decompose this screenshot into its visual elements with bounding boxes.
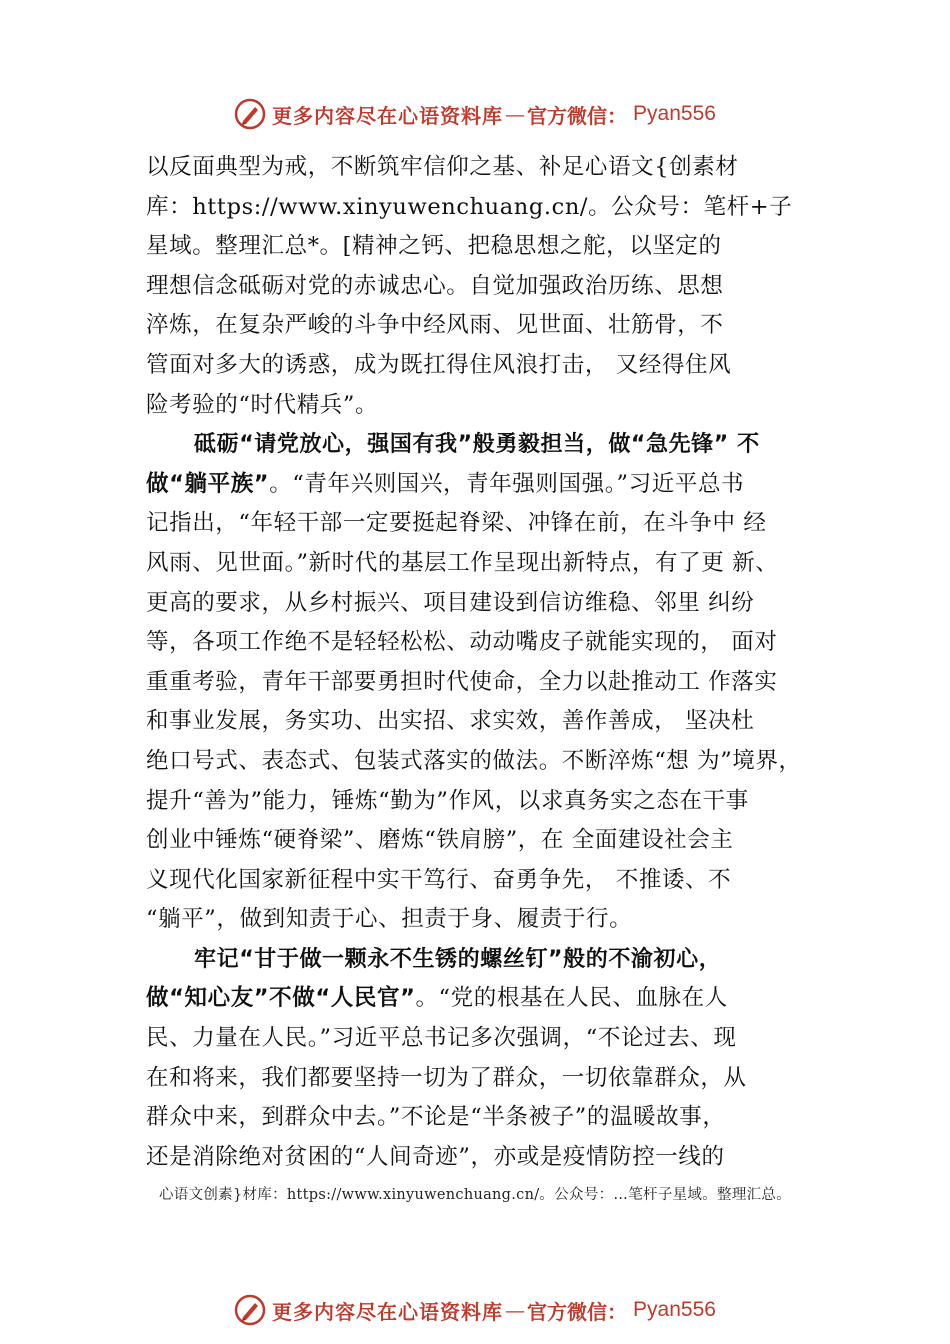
text-line: 还是消除绝对贫困的“人间奇迹”，亦或是疫情防控一线的 bbox=[146, 1143, 725, 1170]
text-line: 淬炼，在复杂严峻的斗争中经风雨、见世面、壮筋骨，不 bbox=[146, 312, 724, 339]
text-line: 记指出，“年轻干部一定要挺起脊梁、冲锋在前，在斗争中 经 bbox=[146, 510, 767, 537]
text-line: 群众中来，到群众中去。”不论是“半条被子”的温暖故事， bbox=[146, 1104, 726, 1131]
text-segment: 。“青年兴则国兴，青年强则国强。”习近平总书 bbox=[269, 470, 745, 497]
text-line: “躺平”，做到知责于心、担责于身、履责于行。 bbox=[146, 906, 633, 933]
section-heading-continued: 做“躺平族” bbox=[146, 470, 270, 497]
text-line: 义现代化国家新征程中实干笃行、奋勇争先， 不推诿、不 bbox=[146, 866, 732, 893]
document-body bbox=[146, 148, 846, 1177]
banner-separator: — bbox=[505, 1298, 526, 1322]
banner-separator: — bbox=[505, 102, 526, 126]
section-heading-continued: 做“知心友”不做“人民官” bbox=[146, 985, 416, 1012]
pen-logo-icon bbox=[234, 98, 266, 130]
banner-main-text: 更多内容尽在心语资料库 bbox=[272, 103, 504, 128]
footer-banner bbox=[0, 1290, 950, 1330]
text-line: 重重考验，青年干部要勇担时代使命，全力以赴推动工 作落实 bbox=[146, 668, 778, 695]
text-line: 等，各项工作绝不是轻轻松松、动动嘴皮子就能实现的， 面对 bbox=[146, 629, 778, 656]
text-line: 星域。整理汇总*。[精神之钙、把稳思想之舵，以坚定的 bbox=[146, 233, 722, 260]
text-line: 民、力量在人民。”习近平总书记多次强调，“不论过去、现 bbox=[146, 1025, 737, 1052]
text-line: 以反面典型为戒，不断筑牢信仰之基、补足心语文{创素材 bbox=[146, 154, 739, 180]
banner-wechat-id: Pyan556 bbox=[633, 1298, 716, 1321]
text-line: 更高的要求，从乡村振兴、项目建设到信访维稳、邻里 纠纷 bbox=[146, 589, 755, 616]
section-heading: 牢记“甘于做一颗永不生锈的螺丝钉”般的不渝初心， bbox=[194, 946, 722, 972]
text-line: 绝口号式、表态式、包装式落实的做法。不断淬炼“想 为”境界， bbox=[146, 747, 802, 774]
banner-wechat-id: Pyan556 bbox=[633, 102, 716, 125]
section-heading: 砥砺“请党放心，强国有我”般勇毅担当，做“急先锋” 不 bbox=[194, 432, 760, 458]
text-line: 创业中锤炼“硬脊梁”、磨炼“铁肩膀”，在 全面建设社会主 bbox=[146, 827, 734, 854]
text-line: 提升“善为”能力，锤炼“勤为”作风，以求真务实之态在干事 bbox=[146, 787, 749, 814]
text-segment: 。“党的根基在人民、血脉在人 bbox=[415, 985, 728, 1012]
text-line: 险考验的“时代精兵”。 bbox=[146, 391, 379, 418]
banner-main-text: 更多内容尽在心语资料库 bbox=[272, 1299, 504, 1324]
banner-wechat-label: 官方微信： bbox=[527, 1299, 628, 1324]
text-line: 风雨、见世面。”新时代的基层工作呈现出新特点，有了更 新、 bbox=[146, 549, 779, 576]
text-line: 管面对多大的诱惑，成为既扛得住风浪打击， 又经得住风 bbox=[146, 351, 732, 378]
pen-logo-icon bbox=[234, 1294, 266, 1326]
text-line bbox=[146, 979, 846, 1019]
text-line: 和事业发展，务实功、出实招、求实效，善作善成， 坚决杜 bbox=[146, 708, 755, 735]
text-line bbox=[146, 465, 846, 505]
header-banner bbox=[0, 94, 950, 134]
banner-wechat-label: 官方微信： bbox=[527, 103, 628, 128]
page-footer: 心语文创素}材库：https://www.xinyuwenchuang.cn/。公众号：…笔杆子星域。整理汇总。 bbox=[158, 1187, 792, 1203]
text-line: 库：https://www.xinyuwenchuang.cn/。公众号：笔杆+子 bbox=[146, 193, 793, 220]
text-line: 在和将来，我们都要坚持一切为了群众，一切依靠群众，从 bbox=[146, 1064, 747, 1091]
text-line: 理想信念砥砺对党的赤诚忠心。自觉加强政治历练、思想 bbox=[146, 272, 724, 299]
